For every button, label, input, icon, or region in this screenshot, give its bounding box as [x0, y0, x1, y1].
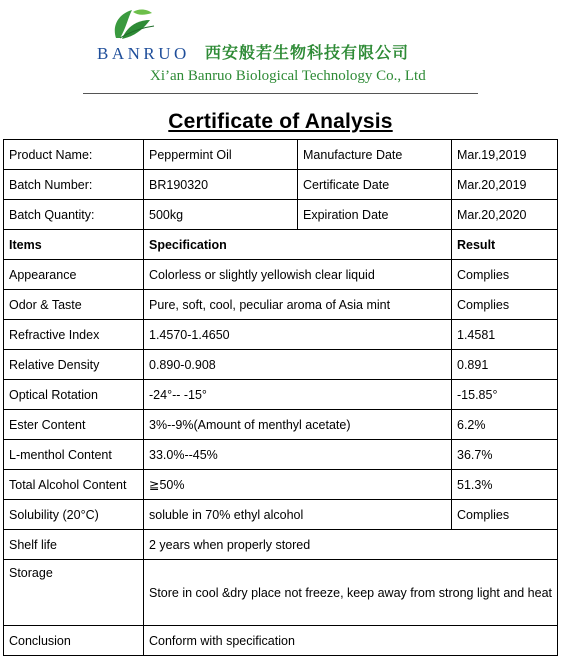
- analysis-table: [3, 139, 558, 656]
- column-header-row: [4, 230, 558, 260]
- info-row: [4, 140, 558, 170]
- test-item: Refractive Index: [4, 320, 144, 350]
- wide-row-text: Store in cool &dry place not freeze, keep away from strong light and heat: [144, 560, 558, 626]
- info-value: Peppermint Oil: [144, 140, 298, 170]
- test-result: -15.85°: [452, 380, 558, 410]
- table-row: [4, 470, 558, 500]
- info-label: Batch Quantity:: [4, 200, 144, 230]
- column-header-items: Items: [4, 230, 144, 260]
- info-label: Batch Number:: [4, 170, 144, 200]
- test-item: Optical Rotation: [4, 380, 144, 410]
- test-item: Odor & Taste: [4, 290, 144, 320]
- test-item: Ester Content: [4, 410, 144, 440]
- table-row: [4, 626, 558, 656]
- test-result: Complies: [452, 290, 558, 320]
- table-row: [4, 350, 558, 380]
- company-name-english: Xi’an Banruo Biological Technology Co., Ltd: [150, 68, 426, 84]
- column-header-result: Result: [452, 230, 558, 260]
- test-item: Total Alcohol Content: [4, 470, 144, 500]
- info-label: Certificate Date: [298, 170, 452, 200]
- table-row: [4, 260, 558, 290]
- test-specification: 33.0%--45%: [144, 440, 452, 470]
- test-specification: soluble in 70% ethyl alcohol: [144, 500, 452, 530]
- info-label: Expiration Date: [298, 200, 452, 230]
- brand-logo-text: BANRUO: [97, 44, 190, 63]
- info-label: Manufacture Date: [298, 140, 452, 170]
- table-row: [4, 440, 558, 470]
- info-value: Mar.20,2019: [452, 170, 558, 200]
- test-result: 51.3%: [452, 470, 558, 500]
- test-specification: Pure, soft, cool, peculiar aroma of Asia mint: [144, 290, 452, 320]
- wide-row-label: Conclusion: [4, 626, 144, 656]
- test-specification: -24°-- -15°: [144, 380, 452, 410]
- letterhead: [0, 0, 561, 100]
- analysis-table-body: [4, 140, 558, 656]
- info-row: [4, 200, 558, 230]
- test-result: 6.2%: [452, 410, 558, 440]
- test-specification: 1.4570-1.4650: [144, 320, 452, 350]
- header-divider: [83, 93, 478, 94]
- test-result: 1.4581: [452, 320, 558, 350]
- test-specification: 0.890-0.908: [144, 350, 452, 380]
- table-row: [4, 500, 558, 530]
- test-result: Complies: [452, 260, 558, 290]
- table-row: [4, 380, 558, 410]
- leaf-logo-icon: [106, 6, 166, 42]
- test-item: Appearance: [4, 260, 144, 290]
- test-result: 0.891: [452, 350, 558, 380]
- company-name-chinese: 西安般若生物科技有限公司: [205, 43, 410, 62]
- info-value: Mar.20,2020: [452, 200, 558, 230]
- wide-row-label: Shelf life: [4, 530, 144, 560]
- test-result: 36.7%: [452, 440, 558, 470]
- column-header-specification: Specification: [144, 230, 452, 260]
- info-row: [4, 170, 558, 200]
- wide-row-text: Conform with specification: [144, 626, 558, 656]
- test-specification: Colorless or slightly yellowish clear liquid: [144, 260, 452, 290]
- info-value: BR190320: [144, 170, 298, 200]
- test-specification: 3%--9%(Amount of menthyl acetate): [144, 410, 452, 440]
- info-value: Mar.19,2019: [452, 140, 558, 170]
- table-row: [4, 410, 558, 440]
- test-result: Complies: [452, 500, 558, 530]
- wide-row-label: Storage: [4, 560, 144, 626]
- table-row: [4, 290, 558, 320]
- table-row: [4, 560, 558, 626]
- test-item: Relative Density: [4, 350, 144, 380]
- table-row: [4, 530, 558, 560]
- table-row: [4, 320, 558, 350]
- wide-row-text: 2 years when properly stored: [144, 530, 558, 560]
- test-item: Solubility (20°C): [4, 500, 144, 530]
- info-value: 500kg: [144, 200, 298, 230]
- test-specification: ≧50%: [144, 470, 452, 500]
- document-title: Certificate of Analysis: [168, 110, 393, 133]
- info-label: Product Name:: [4, 140, 144, 170]
- test-item: L-menthol Content: [4, 440, 144, 470]
